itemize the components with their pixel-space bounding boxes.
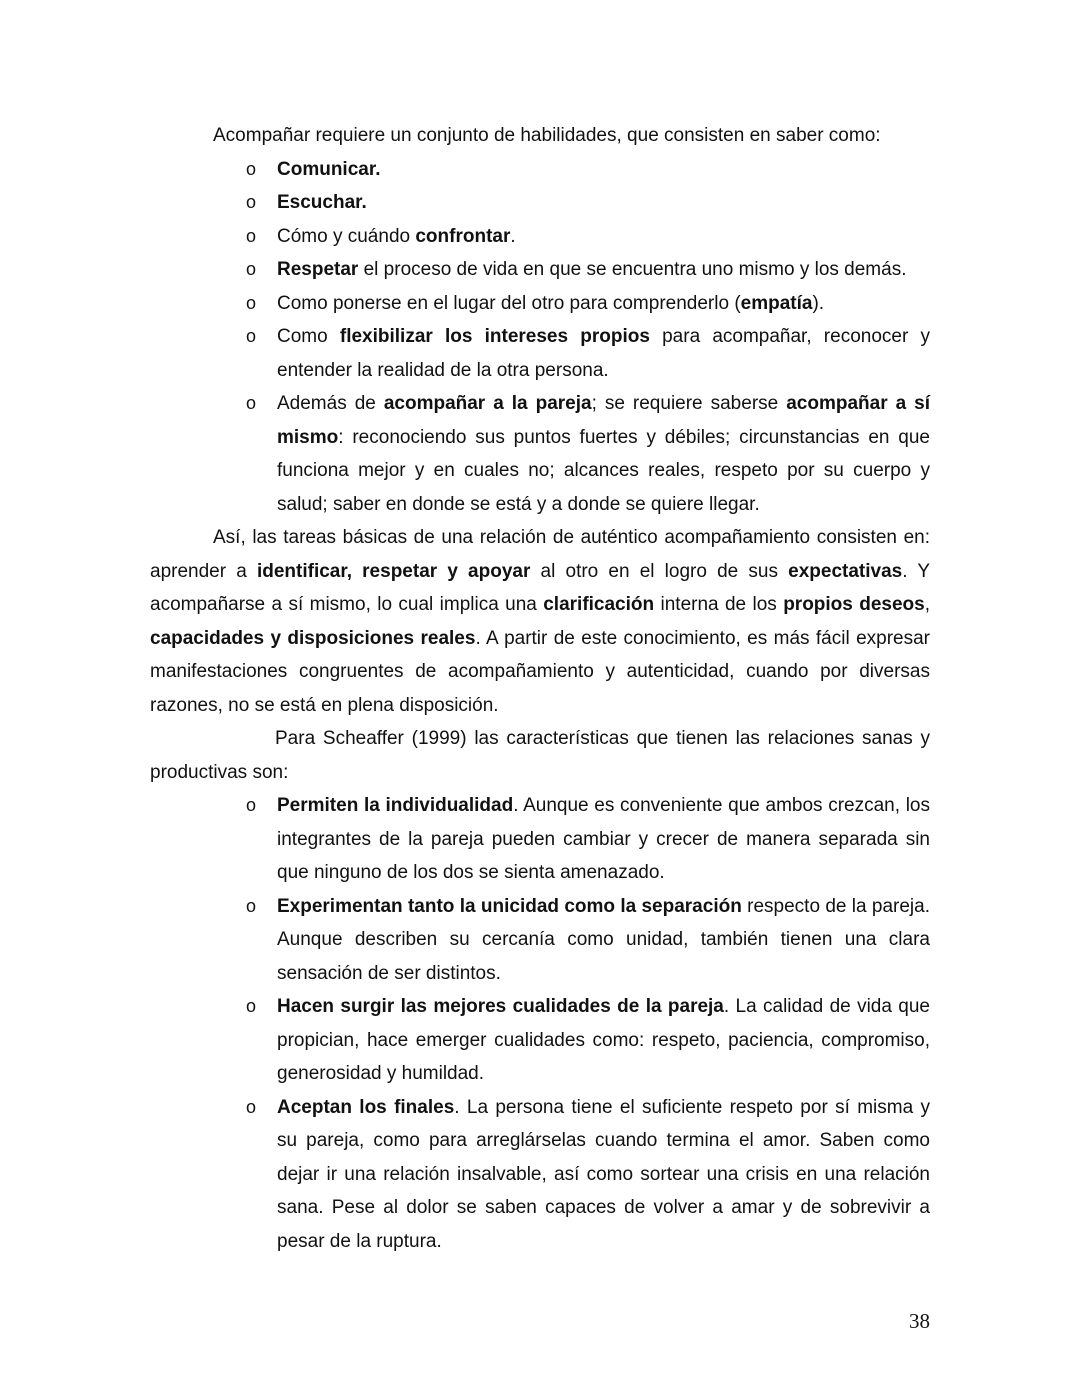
- bullet-marker: o: [246, 326, 257, 346]
- list-item: o Como ponerse en el lugar del otro para comprenderlo (empatía).: [277, 287, 930, 321]
- list-item: o Como flexibilizar los intereses propios para acompañar, reconocer y entender la realidad de la otra persona.: [277, 320, 930, 387]
- list-item: o Aceptan los finales. La persona tiene el suficiente respeto por sí misma y su pareja, como para arreglárselas cuando termina el amor. Saben como dejar ir una relación insalvable, así como sortear una crisis en una relación sana. Pese al dolor se saben capaces de volver a amar y de sobrevivir a pesar de la ruptura.: [277, 1091, 930, 1259]
- list-item: o Cómo y cuándo confrontar.: [277, 220, 930, 254]
- list-item: o Hacen surgir las mejores cualidades de la pareja. La calidad de vida que propician, hace emerger cualidades como: respeto, paciencia, compromiso, generosidad y humildad.: [277, 990, 930, 1091]
- bullet-marker: o: [246, 259, 257, 279]
- page-number: 38: [909, 1309, 930, 1333]
- body-paragraph: Para Scheaffer (1999) las características que tienen las relaciones sanas y productivas son:: [150, 728, 930, 783]
- body-paragraph: Así, las tareas básicas de una relación de auténtico acompañamiento consisten en: aprender a identificar, respetar y apoyar al otro en el logro de sus expectativas. Y acompañarse a sí mismo, lo cual implica una clarificación interna de los propios deseos, capacidades y disposiciones reales. A partir de este conocimiento, es más fácil expresar manifestaciones congruentes de acompañamiento y autenticidad, cuando por diversas razones, no se está en plena disposición.: [150, 527, 930, 716]
- bullet-marker: o: [246, 158, 257, 179]
- list-item: o Comunicar.: [277, 153, 930, 187]
- page-body: [150, 119, 930, 1258]
- list-item: o Experimentan tanto la unicidad como la separación respecto de la pareja. Aunque describen su cercanía como unidad, también tienen una clara sensación de ser distintos.: [277, 890, 930, 991]
- list-item: o Escuchar.: [277, 186, 930, 220]
- bullet-marker: o: [246, 292, 257, 313]
- bullet-marker: o: [246, 996, 257, 1016]
- bullet-marker: o: [246, 1096, 257, 1117]
- skills-list: [150, 153, 930, 522]
- bullet-marker: o: [246, 895, 257, 916]
- list-item: o Permiten la individualidad. Aunque es conveniente que ambos crezcan, los integrantes de la pareja pueden cambiar y crecer de manera separada sin que ninguno de los dos se sienta amenazado.: [277, 789, 930, 890]
- bullet-marker: o: [246, 393, 257, 413]
- bullet-marker: o: [246, 225, 257, 246]
- bullet-marker: o: [246, 192, 257, 212]
- list-item: o Respetar el proceso de vida en que se encuentra uno mismo y los demás.: [277, 253, 930, 287]
- bullet-marker: o: [246, 795, 257, 815]
- characteristics-list: [150, 789, 930, 1258]
- list-item: o Además de acompañar a la pareja; se requiere saberse acompañar a sí mismo: reconociendo sus puntos fuertes y débiles; circunstancias en que funciona mejor y en cuales no; alcances reales, respeto por su cuerpo y salud; saber en donde se está y a donde se quiere llegar.: [277, 387, 930, 521]
- intro-paragraph: Acompañar requiere un conjunto de habilidades, que consisten en saber como:: [213, 125, 881, 146]
